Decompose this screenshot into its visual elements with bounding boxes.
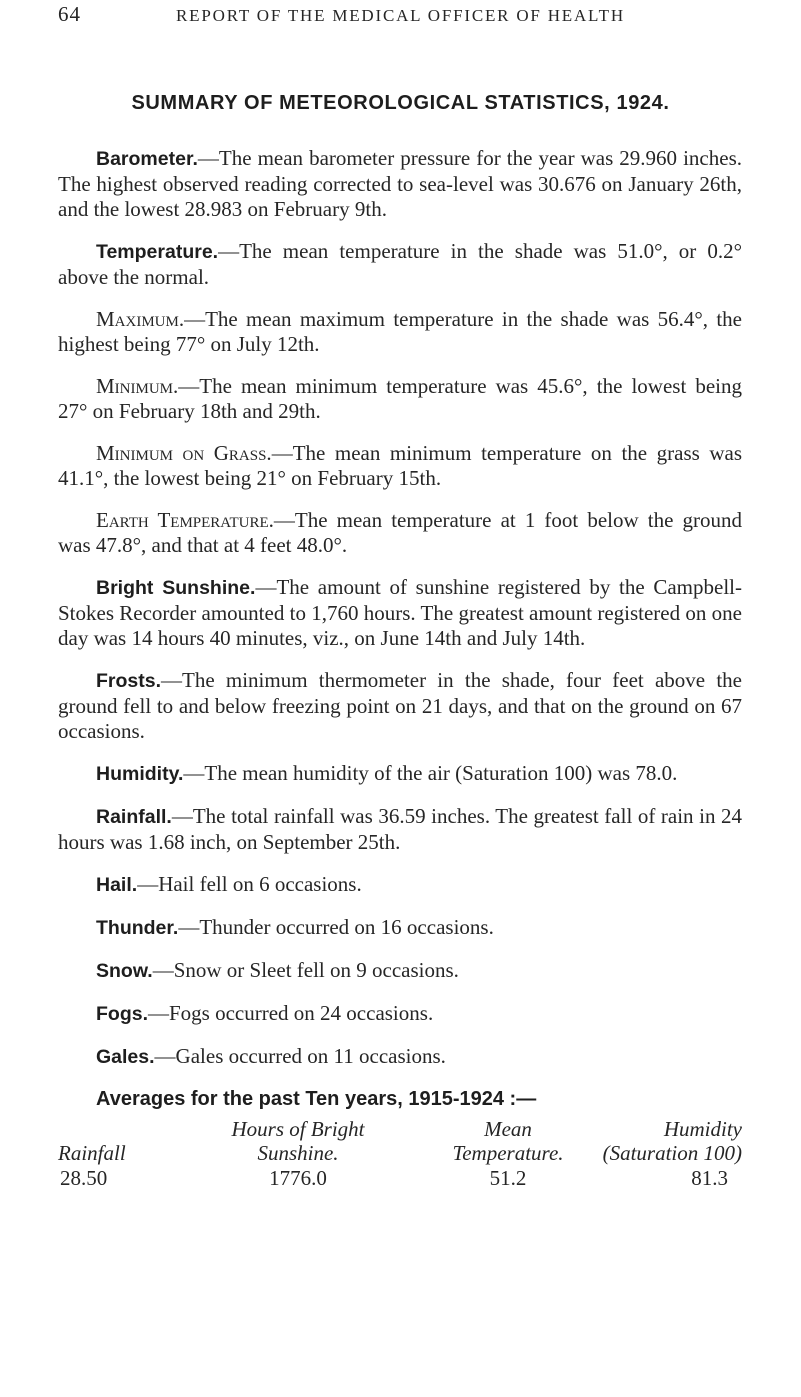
paragraph-text: —The mean maximum temperature in the shade was 56.4°, the highest being 77° on July 12th.	[58, 307, 742, 356]
averages-column-sunshine	[218, 1117, 378, 1191]
column-header-line: Hours of Bright	[231, 1117, 365, 1141]
column-header-line: Humidity	[663, 1117, 742, 1141]
column-value: 81.3	[691, 1166, 728, 1190]
paragraph-maximum	[58, 307, 742, 357]
paragraph-snow	[58, 958, 742, 984]
paragraph-text: —The mean temperature at 1 foot below the ground was 47.8°, and that at 4 feet 48.0°.	[58, 508, 742, 557]
paragraph-text: —Snow or Sleet fell on 9 occasions.	[152, 958, 459, 982]
averages-column-rainfall	[58, 1117, 148, 1191]
paragraph-lead: Rainfall.	[96, 806, 172, 828]
paragraph-humidity	[58, 761, 742, 787]
paragraph-earth-temperature	[58, 508, 742, 558]
paragraph-text: —The amount of sunshine registered by the Campbell-Stokes Recorder amounted to 1,760 hours. The greatest amount registered on one day was 14 hours 40 minutes, viz., on June 14th and July 14th.	[58, 575, 743, 650]
paragraph-lead: Bright Sunshine.	[96, 577, 256, 599]
column-header	[58, 1117, 148, 1165]
paragraph-frosts	[58, 668, 742, 744]
paragraph-text: —The mean humidity of the air (Saturation 100) was 78.0.	[183, 761, 678, 785]
paragraph-text: —Gales occurred on 11 occasions.	[154, 1044, 446, 1068]
paragraph-lead: Fogs.	[96, 1003, 148, 1025]
averages-column-humidity	[578, 1117, 742, 1191]
paragraph-minimum-grass	[58, 441, 742, 491]
paragraph-minimum	[58, 374, 742, 424]
paragraph-rainfall	[58, 804, 742, 855]
paragraph-text: —Thunder occurred on 16 occasions.	[178, 915, 494, 939]
paragraph-lead: Barometer.	[96, 148, 198, 170]
column-value: 1776.0	[269, 1166, 327, 1190]
paragraph-lead: Snow.	[96, 960, 153, 982]
paragraph-text: —Fogs occurred on 24 occasions.	[148, 1001, 434, 1025]
paragraph-hail	[58, 872, 742, 898]
column-header	[578, 1117, 742, 1165]
column-header-line: (Saturation 100)	[602, 1141, 742, 1165]
paragraph-lead: Maximum.	[96, 307, 185, 331]
paragraph-text: —The mean minimum temperature on the grass was 41.1°, the lowest being 21° on February 15th.	[58, 441, 742, 490]
paragraph-text: —The mean temperature in the shade was 51.0°, or 0.2° above the normal.	[58, 239, 742, 289]
paragraph-barometer	[58, 146, 742, 222]
paragraph-lead: Minimum on Grass.	[96, 441, 272, 465]
column-value: 28.50	[60, 1166, 108, 1190]
column-header-line: Sunshine.	[257, 1141, 339, 1165]
paragraph-temperature	[58, 239, 742, 290]
paragraph-lead: Hail.	[96, 874, 138, 896]
paragraph-gales	[58, 1044, 742, 1070]
paragraph-text: —Hail fell on 6 occasions.	[137, 872, 362, 896]
paragraph-lead: Gales.	[96, 1046, 155, 1068]
paragraph-lead: Temperature.	[96, 241, 219, 263]
paragraph-thunder	[58, 915, 742, 941]
page-title: SUMMARY OF METEOROLOGICAL STATISTICS, 1924.	[131, 92, 670, 114]
paragraph-lead: Humidity.	[96, 763, 184, 785]
column-value: 51.2	[489, 1166, 527, 1190]
paragraph-text: —The minimum thermometer in the shade, four feet above the ground fell to and below freezing point on 21 days, and that on the ground on 67 occasions.	[58, 668, 742, 743]
column-header	[218, 1117, 378, 1165]
paragraph-lead: Thunder.	[96, 917, 179, 939]
paragraph-sunshine	[58, 575, 742, 651]
paragraph-fogs	[58, 1001, 742, 1027]
paragraph-lead: Earth Temperature.	[96, 508, 274, 532]
paragraph-lead: Minimum.	[96, 374, 179, 398]
paragraph-text: —The total rainfall was 36.59 inches. The greatest fall of rain in 24 hours was 1.68 inch, on September 25th.	[58, 804, 742, 854]
column-header-line: Rainfall	[58, 1141, 126, 1165]
running-title: REPORT OF THE MEDICAL OFFICER OF HEALTH	[176, 6, 625, 25]
column-header-line: Mean	[484, 1117, 532, 1141]
averages-heading: Averages for the past Ten years, 1915-1924 :—	[96, 1088, 537, 1110]
column-header-line: Temperature.	[452, 1141, 564, 1165]
paragraph-text: —The mean barometer pressure for the year was 29.960 inches. The highest observed reading corrected to sea-level was 30.676 on January 26th, and the lowest 28.983 on February 9th.	[58, 146, 742, 221]
paragraph-lead: Frosts.	[96, 670, 162, 692]
page-number: 64	[58, 2, 81, 26]
running-header	[0, 2, 801, 30]
paragraph-text: —The mean minimum temperature was 45.6°, the lowest being 27° on February 18th and 29th.	[58, 374, 742, 423]
